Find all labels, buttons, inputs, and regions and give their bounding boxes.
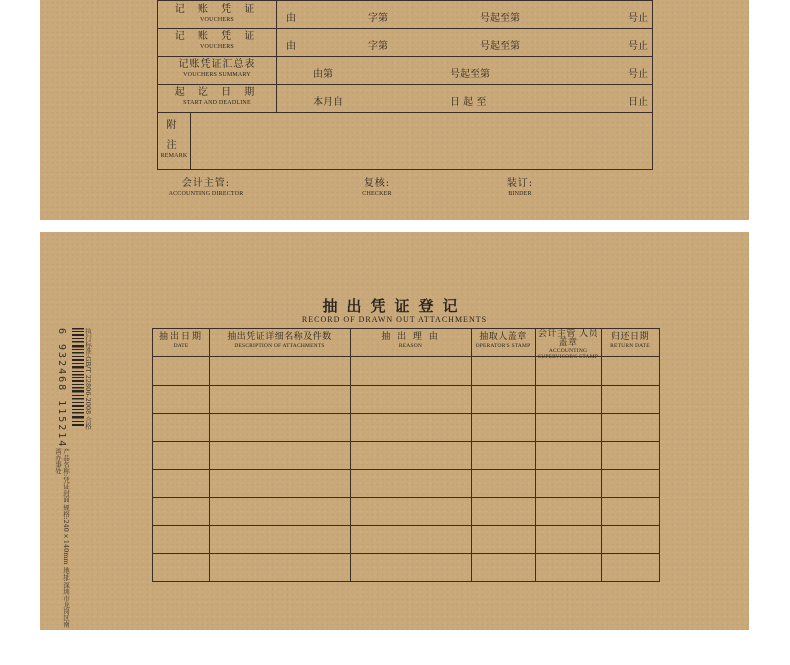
field-text: 本月自 xyxy=(313,97,343,108)
column-divider xyxy=(209,329,210,581)
field-text: 日止 xyxy=(628,97,648,108)
footer-label-zh: 会计主管: xyxy=(181,178,231,189)
voucher-cover-top xyxy=(40,0,749,220)
header-en: OPERATOR'S STAMP xyxy=(475,343,531,349)
barcode-icon xyxy=(72,328,84,428)
footer-label-en: BINDER xyxy=(508,191,532,197)
row-divider xyxy=(153,385,659,386)
row-label-zh: 起 讫 日 期 xyxy=(174,87,260,98)
field-text: 号止 xyxy=(628,69,648,80)
row-label-en: START AND DEADLINE xyxy=(183,100,251,106)
table-row xyxy=(158,56,652,85)
voucher-table xyxy=(157,0,653,170)
header-en: DATE xyxy=(173,343,189,349)
column-header-return-date xyxy=(601,332,659,350)
header-en: ACCOUNTING SUPERVISOR'S STAMP xyxy=(537,348,599,360)
column-divider xyxy=(535,329,536,581)
column-header-reason xyxy=(350,332,471,350)
drawn-form-title xyxy=(40,297,749,325)
field-text: 号起至第 xyxy=(480,41,520,52)
column-header-date xyxy=(153,332,209,350)
row-label-zh: 记账凭证汇总表 xyxy=(178,59,256,70)
row-label-en: VOUCHERS xyxy=(200,17,234,23)
drawn-attachments-sheet xyxy=(40,232,749,630)
column-header-description xyxy=(209,332,350,350)
row-label xyxy=(158,1,277,28)
field-text: 号起至第 xyxy=(480,13,520,24)
column-divider xyxy=(350,329,351,581)
title-zh: 抽出凭证登记 xyxy=(322,297,467,315)
row-label xyxy=(158,28,277,56)
field-text: 由 xyxy=(286,13,296,24)
drawn-table xyxy=(152,328,660,582)
header-zh: 会计主管 人员盖章 xyxy=(537,329,599,348)
standard-text: 执行标准:GB/T 22806-2008 合格 xyxy=(84,328,92,430)
row-divider xyxy=(153,497,659,498)
field-text: 由第 xyxy=(313,69,333,80)
field-text: 号止 xyxy=(628,41,648,52)
header-en: DESCRIPTION OF ATTACHMENTS xyxy=(234,343,325,349)
remark-label xyxy=(158,112,191,169)
row-label-zh: 记 账 凭 证 xyxy=(174,4,260,15)
field-text: 由 xyxy=(286,41,296,52)
row-divider xyxy=(153,553,659,554)
header-zh: 抽出日期 xyxy=(158,332,203,342)
row-divider xyxy=(153,413,659,414)
footer-label-zh: 装订: xyxy=(506,178,534,189)
field-text: 字第 xyxy=(368,13,388,24)
row-label xyxy=(158,84,277,112)
remark-label-en: REMARK xyxy=(160,153,188,159)
header-en: REASON xyxy=(398,343,423,349)
row-label-zh: 记 账 凭 证 xyxy=(174,31,260,42)
row-label xyxy=(158,56,277,84)
field-text: 号起至第 xyxy=(450,69,490,80)
table-row xyxy=(158,84,652,113)
field-text: 日 起 至 xyxy=(450,97,487,108)
footer-accounting-director xyxy=(166,178,246,198)
footer-binder xyxy=(485,178,555,198)
row-divider xyxy=(153,469,659,470)
title-en: RECORD OF DRAWN OUT ATTACHMENTS xyxy=(301,315,488,324)
footer-label-en: ACCOUNTING DIRECTOR xyxy=(168,191,244,197)
column-header-operator-stamp xyxy=(471,332,535,350)
row-label-en: VOUCHERS xyxy=(200,44,234,50)
header-zh: 抽取人盖章 xyxy=(479,332,527,342)
field-text: 字第 xyxy=(368,41,388,52)
table-row xyxy=(158,1,652,29)
header-en: RETURN DATE xyxy=(610,343,650,349)
header-zh: 抽出凭证详细名称及件数 xyxy=(227,332,332,342)
footer-label-zh: 复核: xyxy=(363,178,391,189)
field-text: 号止 xyxy=(628,13,648,24)
row-divider xyxy=(153,525,659,526)
column-divider xyxy=(601,329,602,581)
barcode-number: 6 932468 115214 xyxy=(56,328,67,449)
product-info-text: 产品名称:凭证封面 规格:240×140mm 地址:深圳市龙岗区南湾办事处 xyxy=(54,448,70,628)
row-divider xyxy=(153,441,659,442)
header-zh: 抽 出 理 由 xyxy=(381,332,440,342)
footer-label-en: CHECKER xyxy=(362,191,392,197)
remark-label-zh: 注 xyxy=(166,140,182,151)
remark-label-zh: 附 xyxy=(166,120,182,131)
remark-row xyxy=(158,112,652,169)
column-divider xyxy=(471,329,472,581)
row-divider xyxy=(153,356,659,357)
row-label-en: VOUCHERS SUMMARY xyxy=(183,72,251,78)
footer-checker xyxy=(342,178,412,198)
header-zh: 归还日期 xyxy=(610,332,649,342)
table-row xyxy=(158,28,652,57)
